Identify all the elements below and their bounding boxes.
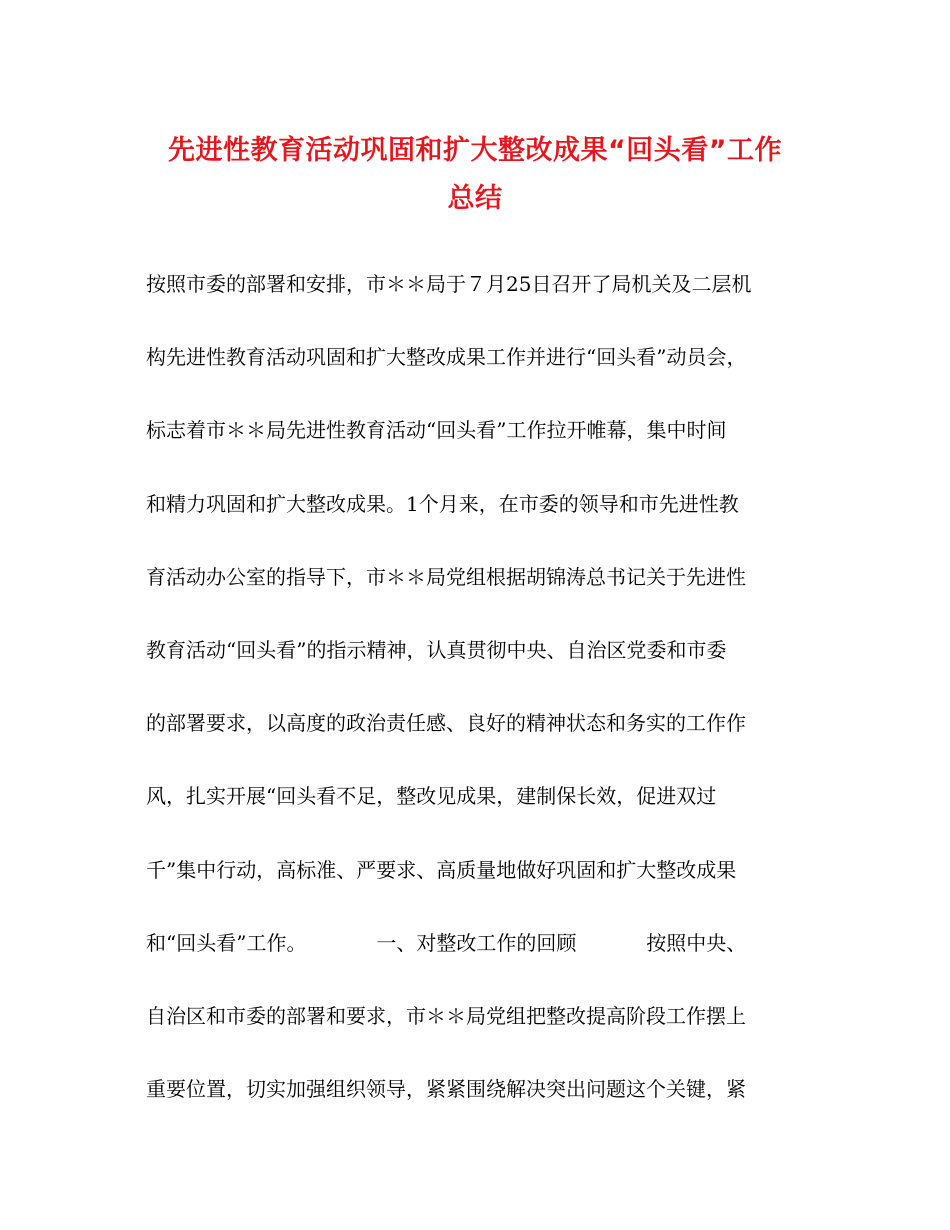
body-line: 按照市委的部署和安排，市＊＊局于７月25日召开了局机关及二层机 — [146, 272, 752, 296]
body-line: 自治区和市委的部署和要求，市＊＊局党组把整改提高阶段工作摆上 — [146, 1003, 746, 1028]
body-line: 育活动办公室的指导下，市＊＊局党组根据胡锦涛总书记关于先进性 — [146, 564, 746, 589]
body-line: 和精力巩固和扩大整改成果。1个月来，在市委的领导和市先进性教 — [146, 491, 739, 516]
body-line: 和“回头看”工作。 一、对整改工作的回顾 按照中央、 — [146, 930, 747, 955]
document-body — [146, 260, 816, 1138]
document-title-line-1: 先进性教育活动巩固和扩大整改成果“回头看”工作 — [168, 135, 782, 166]
document-title-line-2: 总结 — [447, 183, 503, 214]
body-line: 重要位置，切实加强组织领导，紧紧围绕解决突出问题这个关键，紧 — [146, 1077, 746, 1102]
body-line: 构先进性教育活动巩固和扩大整改成果工作并进行“回头看”动员会， — [146, 345, 747, 370]
body-line: 标志着市＊＊局先进性教育活动“回头看”工作拉开帷幕，集中时间 — [146, 418, 727, 443]
body-line: 的部署要求，以高度的政治责任感、良好的精神状态和务实的工作作 — [146, 711, 746, 736]
body-line: 风，扎实开展“回头看不足，整改见成果，建制保长效，促进双过 — [146, 784, 717, 809]
body-line: 教育活动“回头看”的指示精神，认真贯彻中央、自治区党委和市委 — [146, 637, 727, 662]
body-line: 千”集中行动，高标准、严要求、高质量地做好巩固和扩大整改成果 — [146, 857, 737, 882]
